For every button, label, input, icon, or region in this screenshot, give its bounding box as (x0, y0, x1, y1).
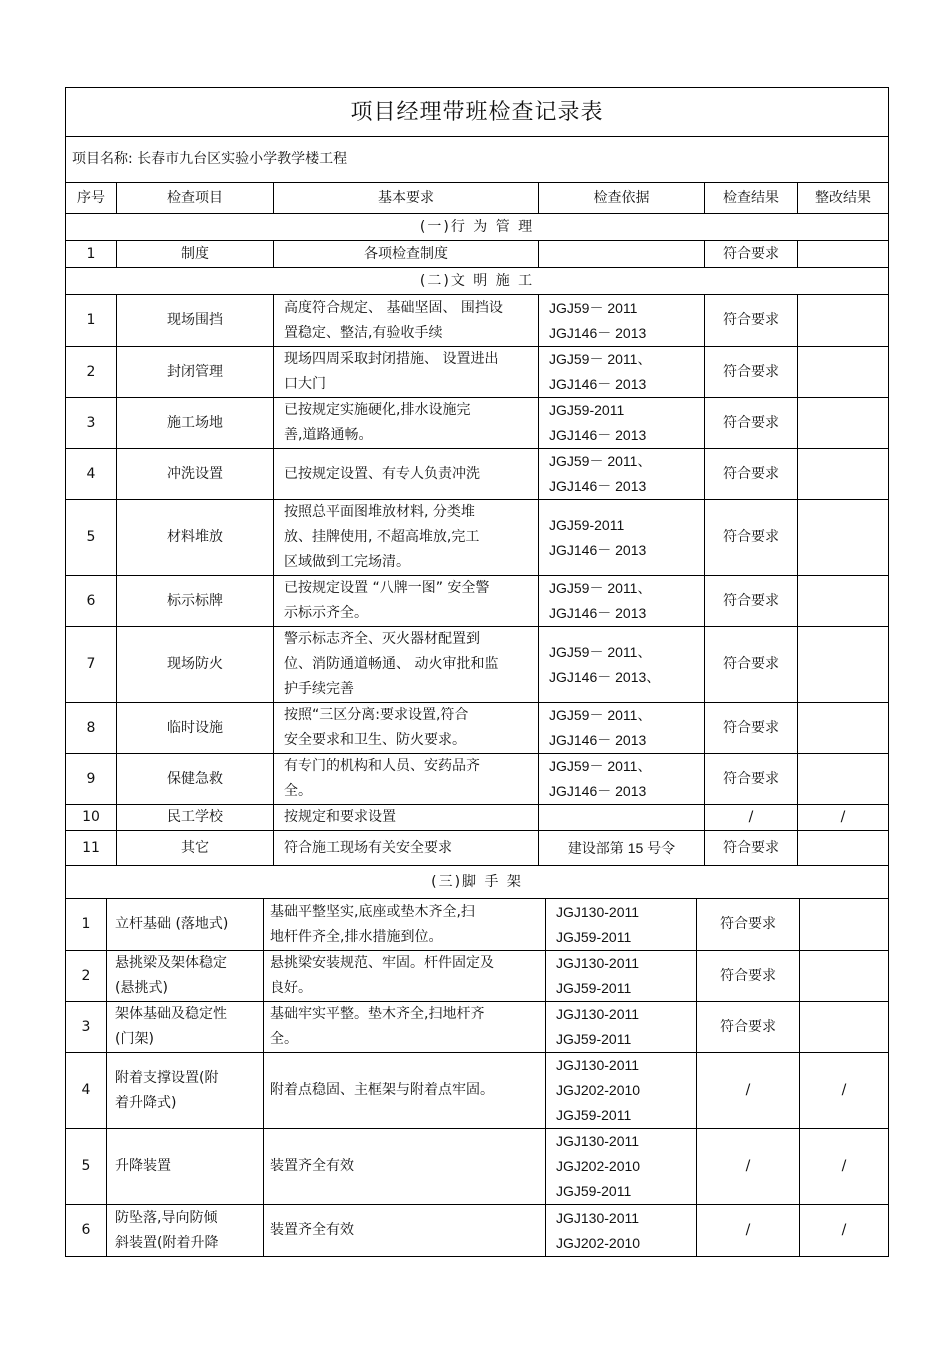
row-fix (800, 899, 889, 951)
row-basis-line: JGJ146－ 2013 (549, 376, 647, 392)
row-no: 8 (66, 703, 117, 754)
row-item: 民工学校 (117, 805, 274, 831)
project-name: 长春市九台区实验小学教学楼工程 (137, 151, 348, 167)
header-result: 检查结果 (705, 183, 798, 214)
row-basis (539, 831, 705, 866)
row-item-line: 防坠落,导向防倾 (115, 1209, 218, 1226)
row-basis (539, 576, 705, 627)
row-basis (546, 899, 697, 951)
row-basis-line: JGJ59－ 2011、 (549, 351, 652, 367)
row-requirement-line: 悬挑梁安装规范、牢固。杆件固定及 (270, 955, 494, 971)
row-item (107, 899, 264, 951)
section-header-row (66, 268, 889, 295)
table-row (66, 627, 889, 703)
row-item (107, 1129, 264, 1205)
header-item: 检查项目 (117, 183, 274, 214)
row-requirement (264, 1002, 546, 1053)
row-fix (798, 398, 889, 449)
row-fix (798, 449, 889, 500)
row-requirement-line: 位、消防通道畅通、 动火审批和监 (284, 656, 499, 672)
table-row (66, 295, 889, 347)
row-item-line: 升降装置 (115, 1158, 171, 1174)
row-basis-line: JGJ202-2010 (556, 1082, 641, 1098)
row-requirement-line: 按照“三区分离:要求设置,符合 (284, 707, 469, 723)
row-basis-line: JGJ59-2011 (556, 980, 632, 996)
table-row (66, 1129, 889, 1205)
row-requirement-line: 已按规定实施硬化,排水设施完 (284, 402, 471, 418)
row-basis (539, 295, 705, 347)
row-no: 4 (66, 1053, 107, 1129)
row-requirement-line: 口大门 (284, 376, 326, 392)
row-requirement (274, 500, 539, 576)
row-result: / (697, 1129, 800, 1205)
row-requirement-line: 按照总平面图堆放材料, 分类堆 (284, 504, 475, 520)
table-row (66, 500, 889, 576)
row-result: 符合要求 (705, 449, 798, 500)
row-basis-line: JGJ146－ 2013 (549, 732, 647, 748)
row-item: 现场防火 (117, 627, 274, 703)
row-basis-line: JGJ202-2010 (556, 1234, 641, 1251)
table-row (66, 347, 889, 398)
row-fix (798, 295, 889, 347)
row-basis (546, 1002, 697, 1053)
row-result: 符合要求 (705, 295, 798, 347)
table-row (66, 1205, 889, 1257)
row-basis-line: JGJ59－ 2011 (549, 299, 638, 316)
row-basis-line: JGJ59－ 2011、 (549, 580, 652, 596)
row-no: 1 (66, 241, 117, 268)
row-result: 符合要求 (705, 500, 798, 576)
row-basis-line: JGJ130-2011 (556, 903, 640, 920)
row-requirement-line: 良好。 (270, 980, 312, 996)
row-requirement (264, 1129, 546, 1205)
row-result: 符合要求 (697, 899, 800, 951)
table-row (66, 241, 889, 268)
row-basis-line: JGJ130-2011 (556, 1006, 640, 1022)
row-requirement-line: 基础牢实平整。垫木齐全,扫地杆齐 (270, 1006, 485, 1022)
row-basis-line: JGJ59－ 2011、 (549, 453, 652, 469)
row-result: 符合要求 (705, 703, 798, 754)
row-item: 保健急救 (117, 754, 274, 805)
row-item: 标示标牌 (117, 576, 274, 627)
scaffold-table (65, 865, 889, 1257)
row-basis-line: JGJ59－ 2011、 (549, 643, 652, 660)
row-requirement-line: 善,道路通畅。 (284, 427, 373, 443)
row-item (107, 951, 264, 1002)
row-no: 6 (66, 576, 117, 627)
row-requirement-line: 放、挂牌使用, 不超高堆放,完工 (284, 529, 480, 545)
header-fix: 整改结果 (798, 183, 889, 214)
row-no: 7 (66, 627, 117, 703)
section-title: (三)脚 手 架 (66, 866, 889, 899)
table-row (66, 398, 889, 449)
row-result: / (705, 805, 798, 831)
row-basis (546, 1205, 697, 1257)
row-basis-line: JGJ130-2011 (556, 1057, 640, 1073)
row-fix: / (800, 1129, 889, 1205)
table-row (66, 1053, 889, 1129)
row-no: 9 (66, 754, 117, 805)
row-requirement-line: 基础平整坚实,底座或垫木齐全,扫 (270, 903, 475, 920)
row-item: 施工场地 (117, 398, 274, 449)
table-row (66, 1002, 889, 1053)
row-requirement-line: 按规定和要求设置 (284, 809, 396, 825)
row-basis-line: JGJ146－ 2013 (549, 324, 647, 341)
row-requirement-line: 安全要求和卫生、防火要求。 (284, 732, 466, 748)
row-basis-line: JGJ130-2011 (556, 1133, 640, 1149)
row-requirement (274, 805, 539, 831)
row-requirement (274, 449, 539, 500)
row-item: 临时设施 (117, 703, 274, 754)
row-requirement-line: 护手续完善 (284, 681, 354, 697)
row-no: 2 (66, 347, 117, 398)
row-requirement (274, 398, 539, 449)
row-basis-line: 建设部第 15 号令 (567, 839, 676, 856)
row-fix (798, 754, 889, 805)
row-item (107, 1205, 264, 1257)
row-fix (798, 627, 889, 703)
row-basis-line: JGJ130-2011 (556, 1209, 640, 1226)
row-result: 符合要求 (705, 754, 798, 805)
row-requirement (274, 295, 539, 347)
row-requirement (264, 1205, 546, 1257)
row-item-line: 斜装置(附着升降 (115, 1234, 219, 1251)
row-item-line: 架体基础及稳定性 (115, 1006, 227, 1022)
row-fix (798, 241, 889, 268)
row-result: / (697, 1205, 800, 1257)
row-basis (539, 754, 705, 805)
row-requirement-line: 现场四周采取封闭措施、 设置进出 (284, 351, 499, 367)
row-no: 3 (66, 398, 117, 449)
row-fix (800, 1002, 889, 1053)
section-header-row (66, 866, 889, 899)
row-basis-line: JGJ146－ 2013 (549, 478, 647, 494)
row-requirement (274, 831, 539, 866)
row-requirement-line: 装置齐全有效 (270, 1222, 354, 1238)
row-requirement (274, 241, 539, 268)
row-fix: / (798, 805, 889, 831)
table-row (66, 899, 889, 951)
row-item: 其它 (117, 831, 274, 866)
header-no: 序号 (66, 183, 117, 214)
row-requirement (274, 754, 539, 805)
row-item: 封闭管理 (117, 347, 274, 398)
row-item-line: 立杆基础 (落地式) (115, 916, 229, 932)
row-fix (800, 951, 889, 1002)
row-item-line: 悬挑梁及架体稳定 (115, 955, 227, 971)
row-basis-line: JGJ202-2010 (556, 1158, 641, 1174)
row-basis-line: JGJ130-2011 (556, 955, 640, 971)
row-basis-line: JGJ59-2011 (556, 1031, 632, 1047)
record-table (65, 87, 889, 866)
row-basis (539, 398, 705, 449)
row-requirement (264, 899, 546, 951)
table-row (66, 576, 889, 627)
row-basis (539, 347, 705, 398)
row-basis (539, 241, 705, 268)
row-result: 符合要求 (705, 347, 798, 398)
row-result: / (697, 1053, 800, 1129)
row-item: 材料堆放 (117, 500, 274, 576)
page-title: 项目经理带班检查记录表 (66, 88, 889, 137)
row-no: 6 (66, 1205, 107, 1257)
row-item: 现场围挡 (117, 295, 274, 347)
row-item (107, 1053, 264, 1129)
header-basis: 检查依据 (539, 183, 705, 214)
row-requirement-line: 附着点稳固、主框架与附着点牢固。 (270, 1082, 494, 1098)
row-fix (798, 576, 889, 627)
row-basis-line: JGJ146－ 2013 (549, 541, 647, 558)
row-basis (546, 1053, 697, 1129)
row-item: 冲洗设置 (117, 449, 274, 500)
row-requirement-line: 各项检查制度 (364, 245, 448, 262)
row-no: 5 (66, 1129, 107, 1205)
row-item-line: (悬挑式) (115, 980, 168, 996)
section-header-row (66, 214, 889, 241)
row-requirement-line: 警示标志齐全、灭火器材配置到 (284, 631, 480, 647)
row-result: 符合要求 (705, 576, 798, 627)
row-no: 11 (66, 831, 117, 866)
table-row (66, 703, 889, 754)
row-basis (539, 449, 705, 500)
row-requirement (274, 347, 539, 398)
row-result: 符合要求 (705, 241, 798, 268)
row-basis (546, 1129, 697, 1205)
row-no: 1 (66, 295, 117, 347)
row-requirement-line: 全。 (270, 1031, 298, 1047)
row-no: 4 (66, 449, 117, 500)
row-fix (798, 831, 889, 866)
row-requirement-line: 符合施工现场有关安全要求 (284, 839, 452, 856)
row-requirement-line: 区域做到工完场清。 (284, 554, 410, 570)
row-basis-line: JGJ59-2011 (556, 1107, 632, 1123)
row-basis (539, 805, 705, 831)
row-basis-line: JGJ59－ 2011、 (549, 707, 652, 723)
row-fix: / (800, 1205, 889, 1257)
header-requirement: 基本要求 (274, 183, 539, 214)
row-item-line: 着升降式) (115, 1094, 177, 1111)
section-title: (二)文 明 施 工 (66, 268, 889, 295)
row-basis-line: JGJ59-2011 (549, 516, 625, 533)
row-requirement (264, 1053, 546, 1129)
row-no: 10 (66, 805, 117, 831)
row-result: 符合要求 (705, 831, 798, 866)
row-basis-line: JGJ59-2011 (556, 928, 632, 945)
row-item-line: 附着支撑设置(附 (115, 1069, 219, 1086)
row-requirement-line: 地杆件齐全,排水措施到位。 (270, 928, 443, 945)
row-requirement-line: 高度符合规定、 基础坚固、 围挡设 (284, 299, 503, 316)
row-basis-line: JGJ146－ 2013 (549, 605, 647, 621)
row-result: 符合要求 (697, 951, 800, 1002)
row-requirement-line: 已按规定设置 “八牌一图” 安全警 (284, 580, 490, 596)
row-no: 2 (66, 951, 107, 1002)
table-row (66, 754, 889, 805)
row-requirement-line: 有专门的机构和人员、安药品齐 (284, 758, 480, 774)
project-name-row (66, 137, 889, 183)
table-row (66, 449, 889, 500)
row-result: 符合要求 (697, 1002, 800, 1053)
row-basis (539, 627, 705, 703)
row-result: 符合要求 (705, 398, 798, 449)
row-result: 符合要求 (705, 627, 798, 703)
row-fix (798, 703, 889, 754)
table-row (66, 805, 889, 831)
row-item: 制度 (117, 241, 274, 268)
row-no: 3 (66, 1002, 107, 1053)
row-fix (798, 347, 889, 398)
row-no: 5 (66, 500, 117, 576)
row-basis-line: JGJ59-2011 (549, 402, 625, 418)
row-item-line: (门架) (115, 1031, 154, 1047)
row-requirement-line: 全。 (284, 783, 312, 799)
row-requirement-line: 置稳定、整洁,有验收手续 (284, 324, 443, 341)
project-label: 项目名称: (72, 151, 133, 167)
row-requirement-line: 已按规定设置、有专人负责冲洗 (284, 465, 480, 482)
table-row (66, 831, 889, 866)
row-basis (546, 951, 697, 1002)
row-requirement-line: 示标示齐全。 (284, 605, 368, 621)
row-basis-line: JGJ146－ 2013 (549, 427, 647, 443)
row-no: 1 (66, 899, 107, 951)
row-fix: / (800, 1053, 889, 1129)
row-requirement-line: 装置齐全有效 (270, 1158, 354, 1174)
row-basis-line: JGJ59－ 2011、 (549, 758, 652, 774)
row-requirement (264, 951, 546, 1002)
row-basis-line: JGJ59-2011 (556, 1183, 632, 1199)
row-basis (539, 500, 705, 576)
row-item (107, 1002, 264, 1053)
section-title: (一)行 为 管 理 (66, 214, 889, 241)
inspection-record-sheet (65, 87, 888, 1257)
row-requirement (274, 576, 539, 627)
row-basis-line: JGJ146－ 2013 (549, 783, 647, 799)
row-basis (539, 703, 705, 754)
row-basis-line: JGJ146－ 2013、 (549, 668, 661, 685)
table-row (66, 951, 889, 1002)
row-fix (798, 500, 889, 576)
row-requirement (274, 703, 539, 754)
row-requirement (274, 627, 539, 703)
